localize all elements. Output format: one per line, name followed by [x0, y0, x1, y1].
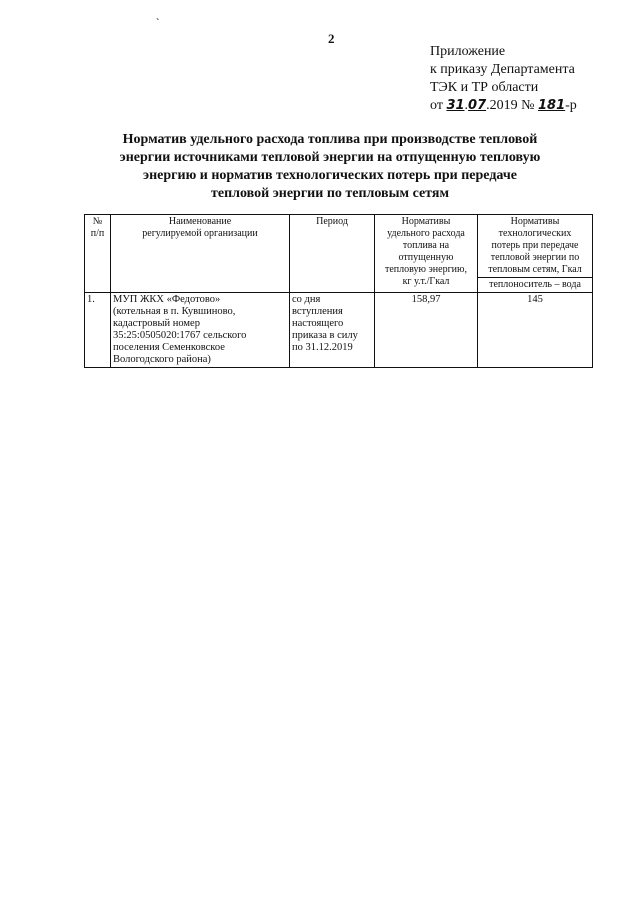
header-loss-norm	[478, 215, 593, 293]
norms-table	[84, 214, 593, 368]
title-line: тепловой энергии по тепловым сетям	[211, 186, 449, 201]
cell-period: со дня вступления настоящего приказа в силу по 31.12.2019	[290, 293, 375, 368]
date-prefix: от	[430, 98, 443, 113]
date-month-handwritten: 07	[468, 98, 487, 113]
appendix-line-2: к приказу Департамента	[430, 62, 575, 77]
header-org: Наименование регулируемой организации	[111, 215, 290, 293]
order-suffix: -р	[565, 98, 577, 113]
title-line: Норматив удельного расхода топлива при производстве тепловой	[122, 132, 538, 147]
cell-fuel-value: 158,97	[375, 293, 478, 368]
header-fuel-norm: Нормативы удельного расхода топлива на отпущенную тепловую энергию, кг у.т./Гкал	[375, 215, 478, 293]
title-line: энергии источниками тепловой энергии на отпущенную тепловую	[119, 150, 541, 165]
appendix-line-1: Приложение	[430, 44, 506, 59]
header-loss-sub: теплоноситель – вода	[478, 277, 592, 292]
date-year: .2019 №	[486, 98, 535, 113]
table-header-row	[85, 215, 593, 293]
header-loss-main: Нормативы технологических потерь при передаче тепловой энергии по тепловым сетям, Гкал	[488, 216, 582, 275]
header-num: № п/п	[85, 215, 111, 293]
page-number: 2	[328, 31, 335, 46]
date-day-handwritten: 31	[446, 98, 465, 113]
appendix-line-3: ТЭК и ТР области	[430, 80, 539, 95]
cell-org: МУП ЖКХ «Федотово» (котельная в п. Кувшиново, кадастровый номер 35:25:0505020:1767 сельского поселения Семенковское Вологодского района)	[111, 293, 290, 368]
table-row	[85, 293, 593, 368]
appendix-date-line: от 31.07.2019 № 181-р	[430, 98, 577, 113]
header-period: Период	[290, 215, 375, 293]
title-line: энергию и норматив технологических потерь при передаче	[143, 168, 517, 183]
document-title	[90, 131, 570, 203]
appendix-block	[430, 43, 577, 115]
cell-loss-value: 145	[478, 293, 593, 368]
cell-num: 1.	[85, 293, 111, 368]
order-number-handwritten: 181	[537, 98, 566, 113]
stray-mark: `	[156, 18, 160, 29]
